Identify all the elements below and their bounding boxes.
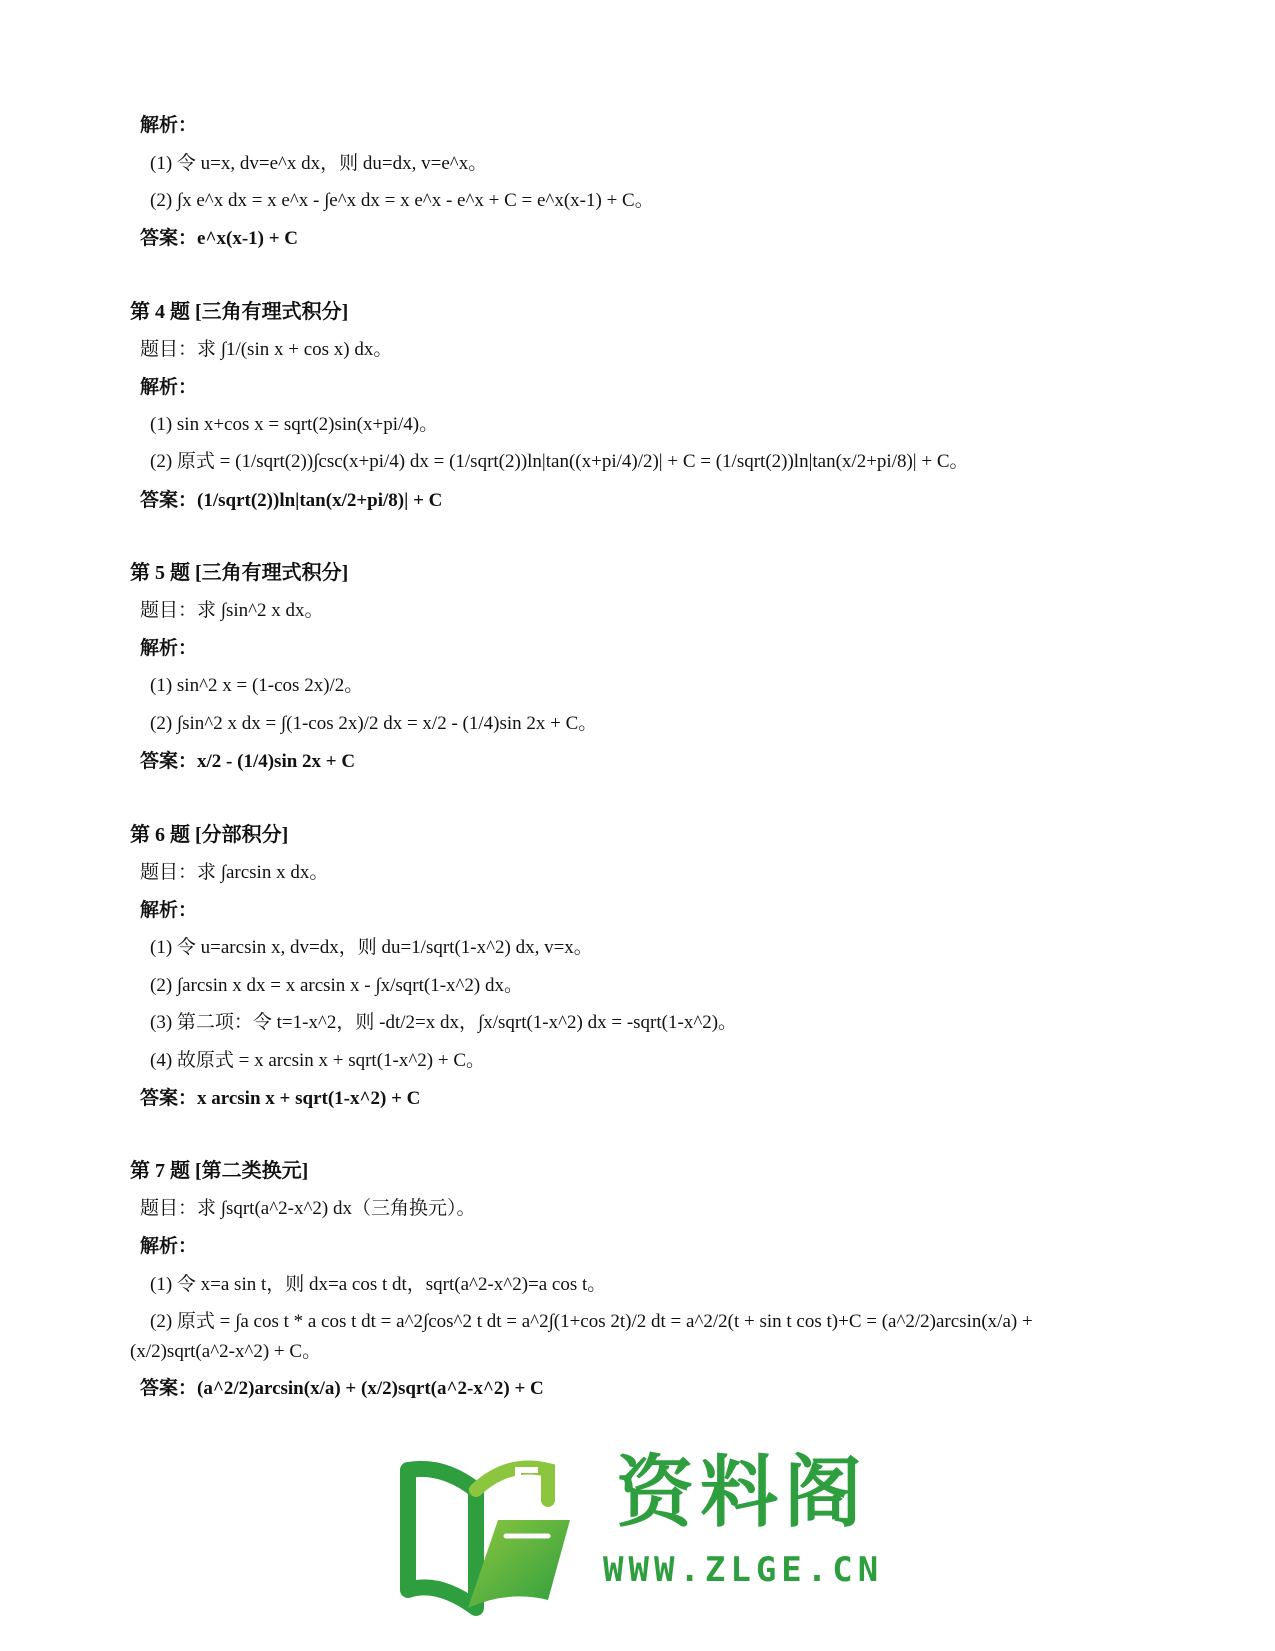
- answer-line: [140, 1377, 544, 1401]
- question-text: 题目：求 ∫arcsin x dx。: [140, 862, 329, 883]
- answer-line: [140, 750, 355, 774]
- step-line: (2) ∫sin^2 x dx = ∫(1-cos 2x)/2 dx = x/2 - (1/4)sin 2x + C。: [150, 713, 598, 734]
- answer-line: [140, 227, 298, 251]
- step-line: (1) 令 u=x, dv=e^x dx，则 du=dx, v=e^x。: [150, 153, 488, 174]
- analysis-label: 解析：: [140, 1236, 198, 1257]
- answer-label: 答案：: [140, 751, 198, 772]
- answer-value: e^x(x-1) + C: [197, 228, 299, 249]
- answer-line: [140, 489, 442, 513]
- question-heading: 第 6 题 [分部积分]: [130, 824, 289, 846]
- step-line-continued: (x/2)sqrt(a^2-x^2) + C。: [130, 1341, 322, 1362]
- answer-value: (1/sqrt(2))ln|tan(x/2+pi/8)| + C: [197, 490, 443, 511]
- answer-value: x/2 - (1/4)sin 2x + C: [197, 751, 356, 772]
- answer-line: [140, 1087, 420, 1111]
- step-line: (1) sin^2 x = (1-cos 2x)/2。: [150, 675, 364, 696]
- step-line: (2) 原式 = ∫a cos t * a cos t dt = a^2∫cos^2 t dt = a^2∫(1+cos 2t)/2 dt = a^2/2(t + sin t cos t)+C = (a^2/2)arcsin(x/a) +: [150, 1311, 1033, 1332]
- step-line: (3) 第二项：令 t=1-x^2，则 -dt/2=x dx，∫x/sqrt(1-x^2) dx = -sqrt(1-x^2)。: [150, 1012, 738, 1033]
- question-heading: 第 7 题 [第二类换元]: [130, 1160, 309, 1182]
- analysis-label: 解析：: [140, 638, 198, 659]
- watermark-url: WWW.ZLGE.CN: [603, 1550, 884, 1590]
- watermark-name: 资料阁: [616, 1448, 869, 1538]
- watermark-logo: [398, 1440, 884, 1630]
- answer-label: 答案：: [140, 490, 198, 511]
- answer-value: x arcsin x + sqrt(1-x^2) + C: [197, 1088, 421, 1109]
- analysis-label: 解析：: [140, 900, 198, 921]
- answer-label: 答案：: [140, 1378, 198, 1399]
- step-line: (2) ∫x e^x dx = x e^x - ∫e^x dx = x e^x - e^x + C = e^x(x-1) + C。: [150, 190, 654, 211]
- question-text: 题目：求 ∫sin^2 x dx。: [140, 600, 324, 621]
- question-text: 题目：求 ∫sqrt(a^2-x^2) dx（三角换元）。: [140, 1198, 476, 1219]
- step-line: (1) 令 x=a sin t，则 dx=a cos t dt，sqrt(a^2-x^2)=a cos t。: [150, 1274, 607, 1295]
- step-line: (2) ∫arcsin x dx = x arcsin x - ∫x/sqrt(1-x^2) dx。: [150, 975, 524, 996]
- answer-value: (a^2/2)arcsin(x/a) + (x/2)sqrt(a^2-x^2) + C: [197, 1378, 544, 1399]
- step-line: (1) 令 u=arcsin x, dv=dx，则 du=1/sqrt(1-x^2) dx, v=x。: [150, 937, 593, 958]
- question-heading: 第 5 题 [三角有理式积分]: [130, 562, 349, 584]
- step-line: (2) 原式 = (1/sqrt(2))∫csc(x+pi/4) dx = (1/sqrt(2))ln|tan((x+pi/4)/2)| + C = (1/sqrt(2))ln|tan(x/2+pi/8)| + C。: [150, 451, 969, 472]
- analysis-label: 解析：: [140, 377, 198, 398]
- answer-label: 答案：: [140, 1088, 198, 1109]
- analysis-label: 解析：: [140, 115, 198, 136]
- answer-label: 答案：: [140, 228, 198, 249]
- book-icon: [398, 1440, 598, 1630]
- step-line: (1) sin x+cos x = sqrt(2)sin(x+pi/4)。: [150, 414, 439, 435]
- question-heading: 第 4 题 [三角有理式积分]: [130, 301, 349, 323]
- question-text: 题目：求 ∫1/(sin x + cos x) dx。: [140, 339, 393, 360]
- step-line: (4) 故原式 = x arcsin x + sqrt(1-x^2) + C。: [150, 1050, 485, 1071]
